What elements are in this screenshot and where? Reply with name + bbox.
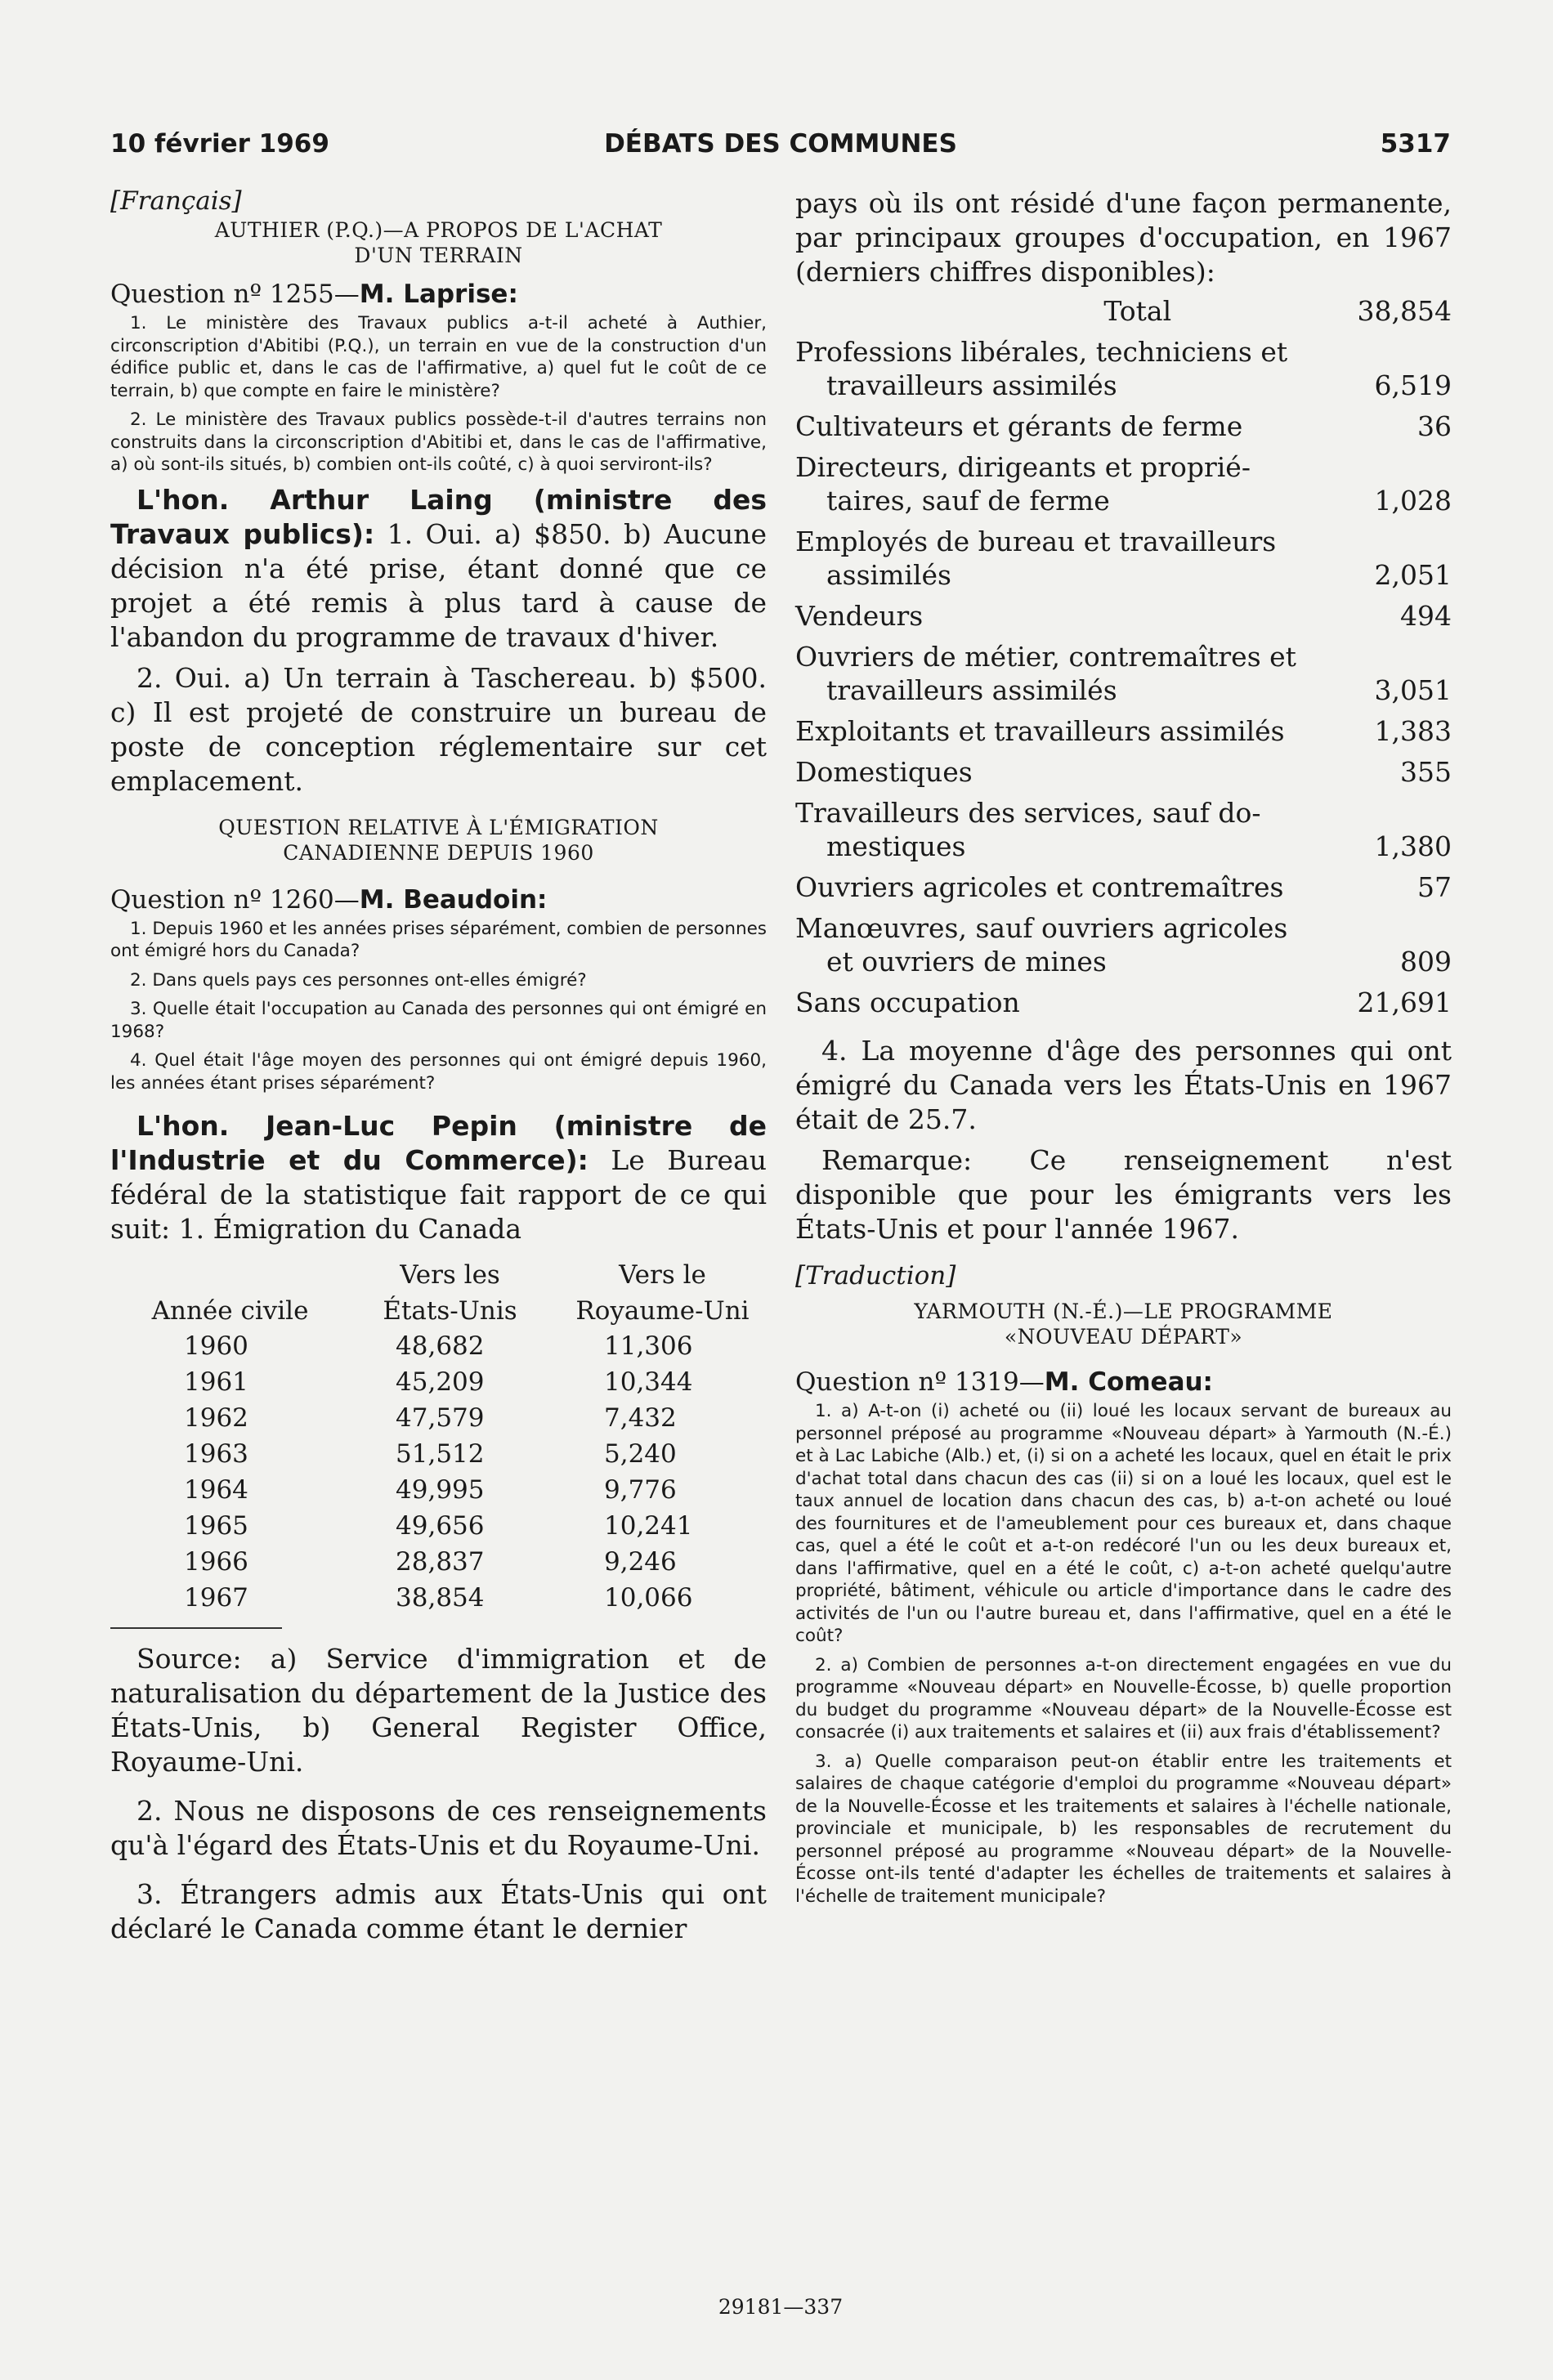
occupation-row: [795, 335, 1452, 402]
occupation-row: [795, 714, 1452, 748]
table-row: 1964 49,995 9,776: [184, 1475, 677, 1505]
table-header-row: Vers les Vers le: [400, 1260, 706, 1290]
header-title: DÉBATS DES COMMUNES: [604, 129, 957, 159]
question-item: 1. Le ministère des Travaux publics a-t-il acheté à Authier, circonscription d'Abitibi (P.Q.), un terrain en vue de la construction d'un édifice public et, dans le cas de l'affirmative, a) quel fut le coût de ce terrain, b) que compte en faire le ministère?: [110, 313, 767, 401]
table-row: 1960 48,682 11,306: [184, 1331, 693, 1361]
occupation-value: 1,380: [1374, 830, 1452, 862]
answer-paragraph: 3. Étrangers admis aux États-Unis qui ont déclaré le Canada comme étant le dernier: [110, 1878, 767, 1944]
occupation-row: [795, 870, 1452, 904]
question-item: 2. Dans quels pays ces personnes ont-elles émigré?: [130, 969, 587, 991]
occupation-name: Manœuvres, sauf ouvriers agricoles et ouvriers de mines: [795, 912, 1288, 978]
table-header-row: Année civile États-Unis Royaume-Uni: [151, 1296, 750, 1326]
occupation-value: 355: [1400, 756, 1452, 788]
table-row: 1967 38,854 10,066: [184, 1583, 693, 1613]
table-row: 1965 49,656 10,241: [184, 1511, 693, 1541]
occupation-value: 36: [1417, 410, 1452, 442]
occupation-value: 809: [1400, 946, 1452, 978]
speaker-name: L'hon. Jean-Luc Pepin (ministre de l'Industrie et du Commerce):: [110, 1110, 767, 1176]
answer-paragraph: 4. La moyenne d'âge des personnes qui ont émigré du Canada vers les États-Unis en 1967 était de 25.7.: [795, 1035, 1452, 1135]
question-1255-line: Question nº 1255—M. Laprise:: [110, 280, 518, 309]
answer-paragraph: 2. Oui. a) Un terrain à Taschereau. b) $500. c) Il est projeté de construire un bureau de poste de conception réglementaire sur cet emplacement.: [110, 661, 767, 797]
occupation-value: 38,854: [1357, 295, 1452, 327]
question-item: 1. Depuis 1960 et les années prises séparément, combien de personnes ont émigré hors du Canada?: [110, 918, 767, 961]
section-heading-yarmouth: YARMOUTH (N.-É.)—LE PROGRAMME «NOUVEAU DÉPART»: [914, 1300, 1333, 1349]
occupation-value: 2,051: [1374, 559, 1452, 591]
left-column: [110, 186, 767, 1953]
language-tag: [Français]: [110, 186, 242, 216]
occupation-name: Total: [1103, 295, 1172, 327]
page-footer-code: 29181—337: [718, 2295, 844, 2319]
header-page-number: 5317: [1380, 129, 1451, 159]
occupation-value: 21,691: [1357, 986, 1452, 1018]
occupation-name: Domestiques: [795, 756, 973, 788]
question-item: 1. a) A-t-on (i) acheté ou (ii) loué les locaux servant de bureaux au personnel préposé au programme «Nouveau départ» à Yarmouth (N.-É.) et à Lac Labiche (Alb.) et, (i) si on a acheté les locaux, quel en était le prix d'achat total dans chacun des cas (ii) si on a loué les locaux, quel est le taux annuel de location dans chacun des cas, b) a-t-on acheté ou loué des fournitures et de l'ameublement pour ces bureaux et, dans chaque cas, quel a été le coût et a-t-on redécoré l'un ou les deux bureaux et, dans l'affirmative, quel en a été le coût, c) a-t-on acheté quelqu'autre propriété, bâtiment, véhicule ou article d'importance dans le cadre des activités de l'un ou l'autre bureau et, dans l'affirmative, quel en a été le coût?: [795, 1401, 1452, 1646]
question-1260-line: Question nº 1260—M. Beaudoin:: [110, 884, 548, 915]
occupation-row: [795, 294, 1452, 328]
occupation-name: Travailleurs des services, sauf do- mestiques: [795, 797, 1261, 862]
occupation-name: Vendeurs: [795, 600, 924, 632]
table-row: 1961 45,209 10,344: [184, 1367, 693, 1397]
table-row: 1966 28,837 9,246: [184, 1547, 677, 1577]
occupation-value: 3,051: [1374, 674, 1452, 706]
occupation-name: Cultivateurs et gérants de ferme: [795, 410, 1243, 442]
occupation-name: Exploitants et travailleurs assimilés: [795, 715, 1285, 747]
occupation-value: 1,383: [1374, 715, 1452, 747]
table-row: 1962 47,579 7,432: [184, 1403, 677, 1433]
occupation-name: Professions libérales, techniciens et travailleurs assimilés: [795, 336, 1288, 401]
question-item: 4. Quel était l'âge moyen des personnes qui ont émigré depuis 1960, les années étant prises séparément?: [110, 1050, 767, 1094]
continued-paragraph: pays où ils ont résidé d'une façon permanente, par principaux groupes d'occupation, en 1967 (derniers chiffres disponibles):: [795, 187, 1452, 288]
remark-paragraph: Remarque: Ce renseignement n'est disponible que pour les émigrants vers les États-Unis et pour l'année 1967.: [795, 1144, 1452, 1245]
page-header: [110, 129, 1451, 178]
question-item: 3. Quelle était l'occupation au Canada des personnes qui ont émigré en 1968?: [110, 999, 767, 1042]
section-heading-emigration: QUESTION RELATIVE À L'ÉMIGRATION CANADIENNE DEPUIS 1960: [218, 815, 659, 865]
document-page: [110, 129, 1451, 2352]
speaker-name: L'hon. Arthur Laing (ministre des Travaux publics):: [110, 483, 767, 550]
occupation-row: [795, 755, 1452, 789]
table-row: 1963 51,512 5,240: [184, 1439, 677, 1469]
answer-paragraph: L'hon. Arthur Laing (ministre des Travaux publics): 1. Oui. a) $850. b) Aucune décision n'a été prise, étant donné que ce projet a été remis à plus tard à cause de l'abandon du programme de travaux d'hiver.: [110, 483, 767, 653]
questioner-name: M. Beaudoin:: [359, 884, 548, 915]
questioner-name: M. Comeau:: [1044, 1367, 1213, 1397]
occupation-list: [795, 294, 1452, 1019]
answer-paragraph: 2. Nous ne disposons de ces renseignements qu'à l'égard des États-Unis et du Royaume-Uni.: [110, 1795, 767, 1861]
occupation-name: Employés de bureau et travailleurs assimilés: [795, 526, 1277, 591]
source-note: Source: a) Service d'immigration et de naturalisation du département de la Justice des États-Unis, b) General Register Office, Royaume-Uni.: [110, 1643, 767, 1778]
language-tag: [Traduction]: [795, 1261, 956, 1291]
occupation-value: 57: [1417, 871, 1452, 903]
divider: [110, 1627, 282, 1629]
occupation-row: [795, 640, 1452, 707]
question-item: 2. Le ministère des Travaux publics possède-t-il d'autres terrains non construits dans la circonscription d'Abitibi et, dans le cas de l'affirmative, a) où sont-ils situés, b) combien ont-ils coûté, c) à quoi serviront-ils?: [110, 409, 767, 475]
occupation-value: 1,028: [1374, 485, 1452, 517]
occupation-name: Ouvriers agricoles et contremaîtres: [795, 871, 1284, 903]
section-heading-authier: AUTHIER (P.Q.)—A PROPOS DE L'ACHAT D'UN TERRAIN: [214, 218, 663, 267]
occupation-row: [795, 986, 1452, 1019]
occupation-name: Sans occupation: [795, 986, 1020, 1018]
header-date: 10 février 1969: [110, 129, 329, 159]
occupation-row: [795, 599, 1452, 633]
occupation-row: [795, 911, 1452, 978]
occupation-value: 494: [1400, 600, 1452, 632]
right-column: [795, 186, 1452, 1914]
questioner-name: M. Laprise:: [359, 280, 518, 309]
question-1319-line: Question nº 1319—M. Comeau:: [795, 1367, 1213, 1397]
question-item: 2. a) Combien de personnes a-t-on directement engagées en vue du programme «Nouveau départ» en Nouvelle-Écosse, b) quelle proportion du budget du programme «Nouveau départ» de la Nouvelle-Écosse est consacrée (i) aux traitements et salaires et (ii) aux frais d'établissement?: [795, 1654, 1452, 1742]
question-item: 3. a) Quelle comparaison peut-on établir entre les traitements et salaires de chaque catégorie d'emploi du programme «Nouveau départ» de la Nouvelle-Écosse et les traitements et salaires à l'échelle nationale, provinciale et municipale, b) les responsables de recrutement du personnel préposé au programme «Nouveau départ» de la Nouvelle-Écosse ont-ils tenté d'adapter les échelles de traitements et salaires à l'échelle de traitement municipale?: [795, 1751, 1452, 1907]
answer-paragraph: L'hon. Jean-Luc Pepin (ministre de l'Industrie et du Commerce): Le Bureau fédéral de la statistique fait rapport de ce qui suit: 1. Émigration du Canada: [110, 1110, 768, 1245]
occupation-row: [795, 796, 1452, 863]
occupation-name: Ouvriers de métier, contremaîtres et travailleurs assimilés: [795, 641, 1296, 706]
occupation-row: [795, 409, 1452, 443]
occupation-row: [795, 525, 1452, 592]
emigration-table: [119, 1253, 767, 1613]
occupation-value: 6,519: [1374, 369, 1452, 401]
occupation-name: Directeurs, dirigeants et proprié- taires, sauf de ferme: [795, 451, 1251, 517]
occupation-row: [795, 450, 1452, 517]
